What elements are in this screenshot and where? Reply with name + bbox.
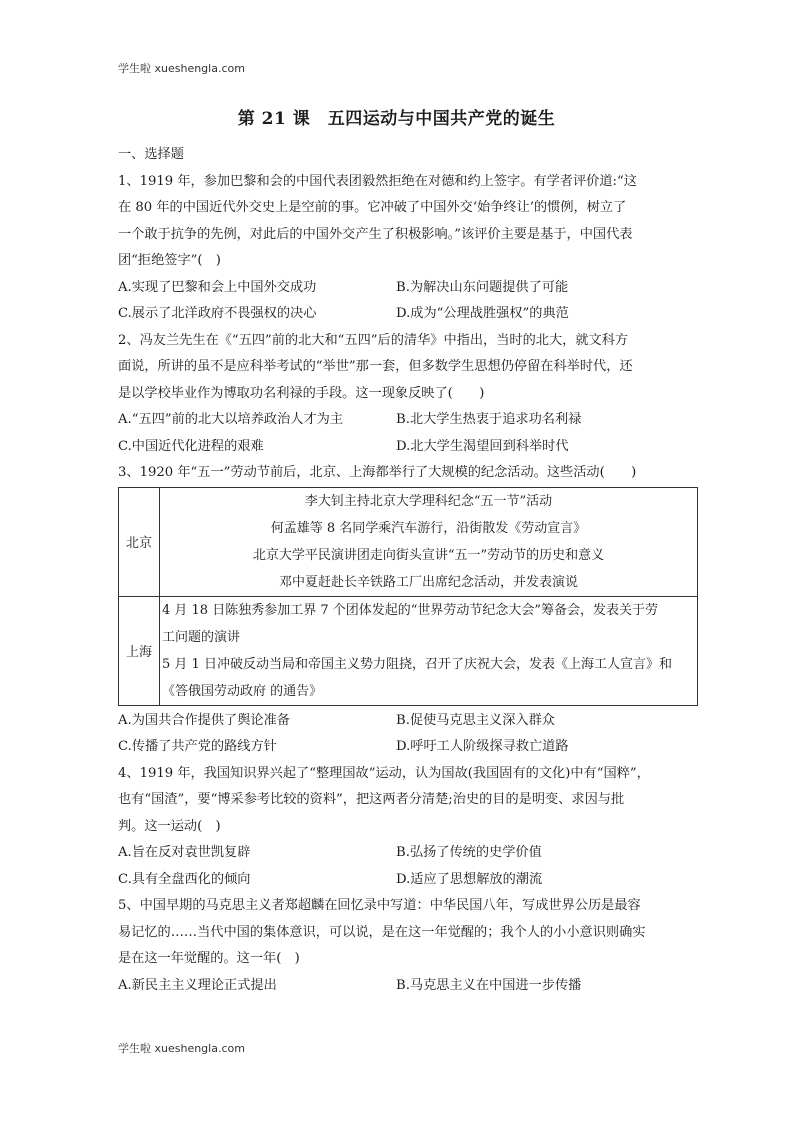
question-text: 是在这一年觉醒的。这一年( )	[118, 951, 300, 966]
options-row	[118, 708, 678, 735]
question-text: 2、冯友兰先生在《“五四”前的北大和“五四”后的清华》中指出，当时的北大，就文科方	[118, 332, 629, 348]
question-text: 面说，所讲的虽不是应科举考试的“举世”那一套，但多数学生思想仍停留在科举时代，还	[118, 359, 633, 374]
table-line: 邓中夏赶赴长辛铁路工厂出席纪念活动，并发表演说	[278, 574, 578, 590]
options-row	[118, 973, 678, 1000]
question-text: 1、1919 年，参加巴黎和会的中国代表团毅然拒绝在对德和约上签字。有学者评价道:“这	[118, 173, 637, 189]
option-d: D.成为“公理战胜强权”的典范	[396, 306, 569, 321]
city-label-beijing: 北京	[119, 487, 160, 596]
option-d: D.适应了思想解放的潮流	[396, 871, 543, 887]
option-d: D.北大学生渴望回到科举时代	[396, 438, 569, 454]
question-text: 团“拒绝签字”( )	[118, 253, 221, 268]
city-label-shanghai: 上海	[119, 596, 160, 705]
option-a: A.为国共合作提供了舆论准备	[118, 712, 290, 728]
option-b: B.弘扬了传统的史学价值	[396, 845, 542, 860]
table-line: 《答俄国劳动政府 的通告》	[162, 683, 323, 699]
question-5	[118, 893, 678, 999]
option-a: A.旨在反对袁世凯复辟	[118, 845, 251, 860]
question-text: 易记忆的……当代中国的集体意识，可以说，是在这一年觉醒的；我个人的小小意识则确实	[118, 924, 646, 940]
question-text: 3、1920 年“五一”劳动节前后，北京、上海都举行了大规模的纪念活动。这些活动( )	[118, 465, 637, 480]
table-line: 5 月 1 日冲破反动当局和帝国主义势力阻挠，召开了庆祝大会，发表《上海工人宣言》和	[162, 656, 672, 672]
question-text: 4、1919 年，我国知识界兴起了“整理国故”运动，认为国故(我国固有的文化)中有“国粹”，	[118, 765, 650, 781]
options-row	[118, 867, 678, 894]
option-b: B.北大学生热衷于追求功名利禄	[396, 412, 582, 427]
options-row	[118, 734, 678, 761]
question-text: 一个敢于抗争的先例，对此后的中国外交产生了积极影响。”该评价主要是基于，中国代表	[118, 226, 633, 242]
question-1	[118, 169, 678, 328]
option-b: B.促使马克思主义深入群众	[396, 712, 555, 728]
options-row	[118, 434, 678, 461]
section-heading: 一、选择题	[118, 147, 184, 162]
question-text: 是以学校毕业作为博取功名利禄的手段。这一现象反映了( )	[118, 385, 485, 401]
option-b: B.马克思主义在中国进一步传播	[396, 977, 582, 993]
option-a: A.“五四”前的北大以培养政治人才为主	[118, 412, 344, 427]
shanghai-activities	[160, 596, 698, 705]
option-c: C.中国近代化进程的艰难	[118, 438, 264, 454]
options-row	[118, 407, 678, 434]
page-title: 第 21 课 五四运动与中国共产党的诞生	[237, 109, 556, 129]
option-c: C.具有全盘西化的倾向	[118, 871, 251, 887]
question-text: 判。这一运动( )	[118, 818, 221, 834]
page-header: 学生啦 xueshengla.com	[118, 62, 245, 75]
option-c: C.传播了共产党的路线方针	[118, 739, 277, 754]
option-c: C.展示了北洋政府不畏强权的决心	[118, 306, 317, 321]
table-row-shanghai	[119, 596, 698, 705]
table-line: 4 月 18 日陈独秀参加工界 7 个团体发起的“世界劳动节纪念大会”筹备会，发表关于劳	[162, 602, 659, 618]
table-line: 工问题的演讲	[162, 629, 241, 645]
question-text: 在 80 年的中国近代外交史上是空前的事。它冲破了中国外交‘始争终让’的惯例，树立了	[118, 200, 627, 215]
options-row	[118, 275, 678, 302]
question-3	[118, 460, 678, 761]
table-line: 何孟雄等 8 名同学乘汽车游行，沿街散发《劳动宣言》	[270, 520, 587, 536]
page-footer: 学生啦 xueshengla.com	[118, 1042, 245, 1055]
option-b: B.为解决山东问题提供了可能	[396, 279, 569, 295]
document-body	[118, 142, 678, 999]
option-d: D.呼吁工人阶级探寻救亡道路	[396, 739, 569, 754]
beijing-activities	[160, 487, 698, 596]
activities-table	[118, 487, 698, 706]
options-row	[118, 301, 678, 328]
question-2	[118, 328, 678, 461]
option-a: A.新民主主义理论正式提出	[118, 977, 277, 993]
table-line: 北京大学平民演讲团走向街头宣讲“五一”劳动节的历史和意义	[252, 547, 605, 563]
question-text: 也有“国渣”，要“博采参考比较的资料”，把这两者分清楚;治史的目的是明变、求因与批	[118, 792, 625, 807]
table-line: 李大钊主持北京大学理科纪念“五一节”活动	[304, 493, 553, 509]
question-text: 5、中国早期的马克思主义者郑超麟在回忆录中写道：中华民国八年，写成世界公历是最容	[118, 898, 641, 913]
options-row	[118, 840, 678, 867]
table-row-beijing	[119, 487, 698, 596]
option-a: A.实现了巴黎和会上中国外交成功	[118, 279, 317, 295]
question-4	[118, 761, 678, 894]
